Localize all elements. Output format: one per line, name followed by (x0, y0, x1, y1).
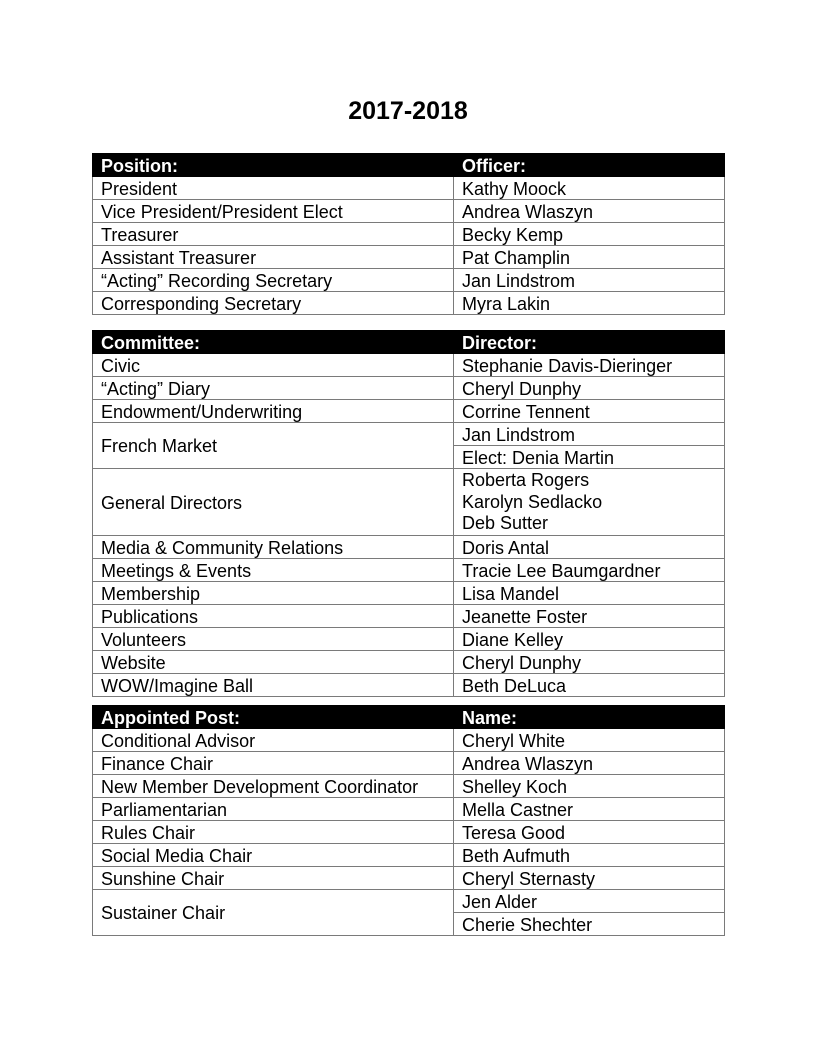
post-cell: Conditional Advisor (93, 729, 454, 752)
name-cell: Cheryl Sternasty (454, 867, 725, 890)
committee-cell: Membership (93, 582, 454, 605)
committee-cell: Website (93, 651, 454, 674)
committee-cell: Volunteers (93, 628, 454, 651)
table-row (93, 469, 725, 536)
committee-cell: Meetings & Events (93, 559, 454, 582)
column-header-officer: Officer: (454, 154, 725, 177)
committee-cell: WOW/Imagine Ball (93, 674, 454, 697)
name-cell: Lisa Mandel (454, 582, 725, 605)
committee-cell: Publications (93, 605, 454, 628)
name-cell: Diane Kelley (454, 628, 725, 651)
name-line: Deb Sutter (462, 513, 549, 534)
table-row (93, 844, 725, 867)
name-cell: Elect: Denia Martin (454, 446, 725, 469)
column-header-committee: Committee: (93, 331, 454, 354)
table-row (93, 628, 725, 651)
table-row (93, 821, 725, 844)
table-row (93, 223, 725, 246)
position-cell: Vice President/President Elect (93, 200, 454, 223)
name-cell: Beth DeLuca (454, 674, 725, 697)
committee-cell: Civic (93, 354, 454, 377)
table-row (93, 582, 725, 605)
name-cell: Tracie Lee Baumgardner (454, 559, 725, 582)
post-cell: Parliamentarian (93, 798, 454, 821)
appointed-posts-table (92, 705, 725, 936)
table-row (93, 605, 725, 628)
table-row (93, 651, 725, 674)
table-row (93, 775, 725, 798)
name-cell (454, 469, 725, 536)
name-line: Karolyn Sedlacko (462, 491, 603, 512)
name-cell: Jen Alder (454, 890, 725, 913)
position-cell: “Acting” Recording Secretary (93, 269, 454, 292)
table-row (93, 729, 725, 752)
column-header-position: Position: (93, 154, 454, 177)
name-cell: Teresa Good (454, 821, 725, 844)
name-cell: Shelley Koch (454, 775, 725, 798)
table-row (93, 200, 725, 223)
name-cell: Becky Kemp (454, 223, 725, 246)
name-cell: Doris Antal (454, 536, 725, 559)
post-cell: Sunshine Chair (93, 867, 454, 890)
table-row (93, 246, 725, 269)
name-cell: Beth Aufmuth (454, 844, 725, 867)
committee-cell: “Acting” Diary (93, 377, 454, 400)
column-header-name: Name: (454, 706, 725, 729)
name-cell: Mella Castner (454, 798, 725, 821)
table-row (93, 269, 725, 292)
name-cell: Andrea Wlaszyn (454, 200, 725, 223)
post-cell: Social Media Chair (93, 844, 454, 867)
post-cell: New Member Development Coordinator (93, 775, 454, 798)
table-row (93, 423, 725, 446)
table-row (93, 752, 725, 775)
column-header-director: Director: (454, 331, 725, 354)
table-row (93, 377, 725, 400)
table-row (93, 354, 725, 377)
name-cell: Jan Lindstrom (454, 423, 725, 446)
name-cell: Cheryl Dunphy (454, 651, 725, 674)
name-cell: Jan Lindstrom (454, 269, 725, 292)
name-cell: Kathy Moock (454, 177, 725, 200)
table-header-row (93, 706, 725, 729)
column-header-appointed-post: Appointed Post: (93, 706, 454, 729)
name-cell: Pat Champlin (454, 246, 725, 269)
name-cell: Cheryl Dunphy (454, 377, 725, 400)
table-row (93, 292, 725, 315)
table-header-row (93, 331, 725, 354)
table-row (93, 400, 725, 423)
name-cell: Andrea Wlaszyn (454, 752, 725, 775)
committee-cell: Endowment/Underwriting (93, 400, 454, 423)
post-cell: Rules Chair (93, 821, 454, 844)
position-cell: Treasurer (93, 223, 454, 246)
position-cell: Assistant Treasurer (93, 246, 454, 269)
table-row (93, 867, 725, 890)
table-row (93, 798, 725, 821)
table-row (93, 177, 725, 200)
officers-table (92, 153, 725, 315)
table-row (93, 890, 725, 913)
post-cell: Sustainer Chair (93, 890, 454, 936)
table-row (93, 559, 725, 582)
name-cell: Cheryl White (454, 729, 725, 752)
name-cell: Jeanette Foster (454, 605, 725, 628)
name-line: Roberta Rogers (462, 470, 590, 490)
table-row (93, 536, 725, 559)
name-cell: Corrine Tennent (454, 400, 725, 423)
position-cell: Corresponding Secretary (93, 292, 454, 315)
committee-cell: General Directors (93, 469, 454, 536)
committees-table (92, 330, 725, 697)
committee-cell: French Market (93, 423, 454, 469)
table-row (93, 674, 725, 697)
name-cell: Cherie Shechter (454, 913, 725, 936)
post-cell: Finance Chair (93, 752, 454, 775)
page-title: 2017-2018 (348, 97, 468, 125)
table-header-row (93, 154, 725, 177)
committee-cell: Media & Community Relations (93, 536, 454, 559)
name-cell: Myra Lakin (454, 292, 725, 315)
name-cell: Stephanie Davis-Dieringer (454, 354, 725, 377)
position-cell: President (93, 177, 454, 200)
